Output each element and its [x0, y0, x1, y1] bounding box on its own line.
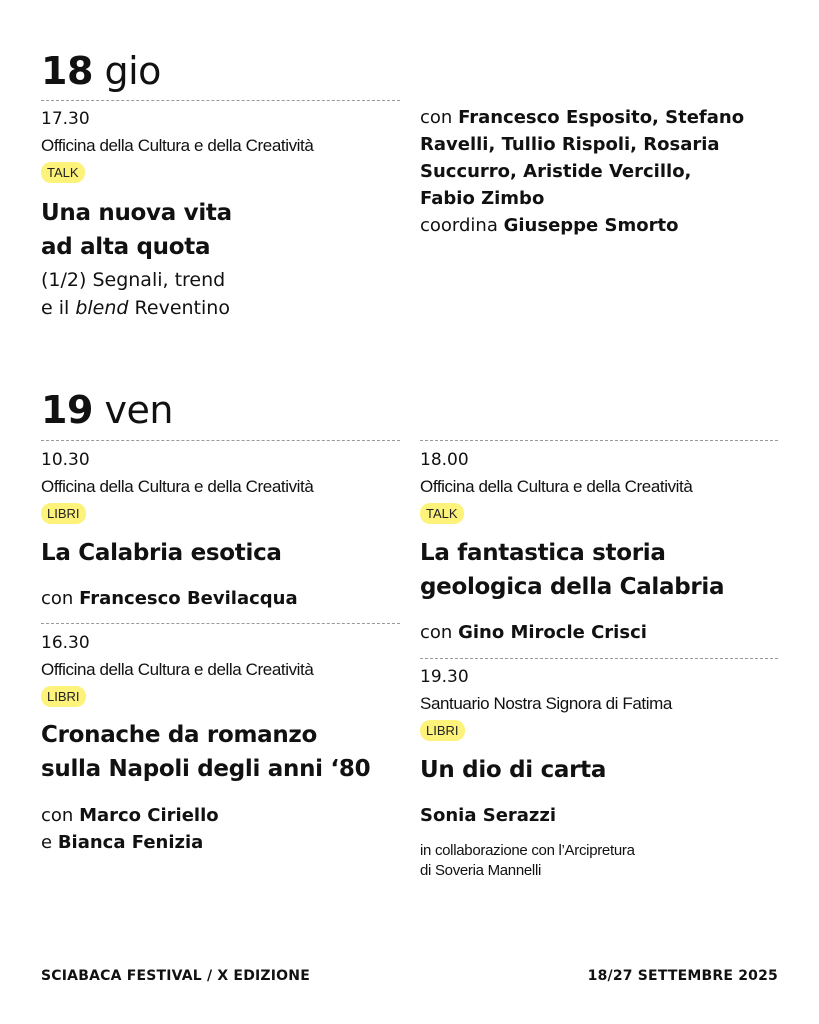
- event-speakers: [420, 802, 556, 829]
- event-speakers: con Gino Mirocle Crisci: [420, 622, 647, 643]
- event-title: [420, 536, 724, 604]
- speaker-names: Marco Ciriello: [79, 805, 219, 826]
- event-title-line: La fantastica storia: [420, 540, 666, 566]
- day-heading-18: [41, 50, 161, 92]
- event-subtitle-line: (1/2) Segnali, trend: [41, 269, 226, 291]
- day-heading-19: [41, 389, 173, 431]
- speaker-names: Gino Mirocle Crisci: [458, 622, 647, 643]
- event-time: 18.00: [420, 450, 469, 470]
- event-time: 17.30: [41, 109, 90, 129]
- event-venue: Officina della Cultura e della Creatività: [41, 660, 314, 679]
- speaker-names: Sonia Serazzi: [420, 805, 557, 826]
- event-subtitle-line: e il blend Reventino: [41, 297, 230, 319]
- event-venue: Santuario Nostra Signora di Fatima: [420, 694, 672, 713]
- event-note: [420, 841, 635, 881]
- event-speakers: con Marco Ciriello e Bianca Fenizia: [41, 805, 219, 853]
- event-title-line: ad alta quota: [41, 234, 211, 260]
- day-weekday: ven: [104, 388, 173, 432]
- speaker-names: Ravelli, Tullio Rispoli, Rosaria: [420, 134, 720, 155]
- event-note-line: in collaborazione con l’Arcipretura: [420, 842, 635, 859]
- event-subtitle: [41, 266, 230, 322]
- category-tag: LIBRI: [420, 720, 465, 741]
- speaker-names: Francesco Bevilacqua: [79, 588, 298, 609]
- day-number: 18: [41, 49, 93, 93]
- divider: [420, 440, 778, 441]
- event-title: La Calabria esotica: [41, 540, 282, 566]
- event-note-line: di Soveria Mannelli: [420, 862, 542, 879]
- speaker-names: Francesco Esposito, Stefano: [458, 107, 745, 128]
- divider: [41, 100, 400, 101]
- event-time: 16.30: [41, 633, 90, 653]
- event-speakers: con Francesco Bevilacqua: [41, 588, 298, 609]
- divider: [420, 658, 778, 659]
- event-title-line: Una nuova vita: [41, 200, 232, 226]
- event-time: 10.30: [41, 450, 90, 470]
- event-venue: Officina della Cultura e della Creatività: [41, 136, 314, 155]
- divider: [41, 623, 400, 624]
- event-title: Un dio di carta: [420, 757, 607, 783]
- event-title: [41, 718, 370, 786]
- event-time: 19.30: [420, 667, 469, 687]
- speaker-names: Bianca Fenizia: [57, 832, 204, 853]
- footer-dates: 18/27 SETTEMBRE 2025: [587, 968, 778, 984]
- event-title-line: geologica della Calabria: [420, 574, 725, 600]
- divider: [41, 440, 400, 441]
- event-title: [41, 196, 232, 264]
- day-number: 19: [41, 388, 93, 432]
- event-venue: Officina della Cultura e della Creatività: [420, 477, 693, 496]
- category-tag: LIBRI: [41, 686, 86, 707]
- category-tag: TALK: [41, 162, 85, 183]
- coordinator-name: Giuseppe Smorto: [503, 215, 679, 236]
- event-speakers: con Francesco Esposito, Stefano Ravelli, Tullio Rispoli, Rosaria Succurro, Aristide Vercillo, Fabio Zimbo coordina Giuseppe Smorto: [420, 107, 745, 236]
- footer-festival-edition: SCIABACA FESTIVAL / X EDIZIONE: [41, 968, 310, 984]
- day-weekday: gio: [104, 49, 161, 93]
- event-venue: Officina della Cultura e della Creatività: [41, 477, 314, 496]
- event-title-line: sulla Napoli degli anni ‘80: [41, 756, 371, 782]
- event-title-line: Cronache da romanzo: [41, 722, 318, 748]
- speaker-names: Fabio Zimbo: [420, 188, 545, 209]
- speaker-names: Succurro, Aristide Vercillo,: [420, 161, 692, 182]
- category-tag: LIBRI: [41, 503, 86, 524]
- category-tag: TALK: [420, 503, 464, 524]
